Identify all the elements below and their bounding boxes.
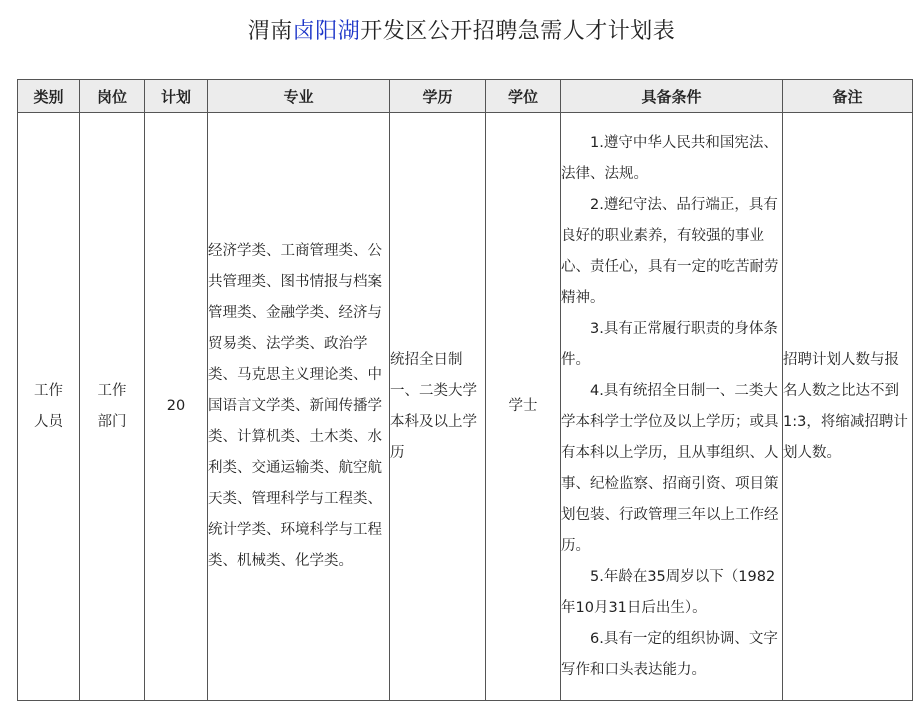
degree-cell: 学士: [486, 113, 561, 701]
post-cell: [80, 113, 145, 701]
header-education: 学历: [390, 80, 486, 113]
header-degree: 学位: [486, 80, 561, 113]
header-major: 专业: [208, 80, 390, 113]
post-line: 部门: [97, 413, 127, 430]
header-category: 类别: [18, 80, 80, 113]
header-row: [18, 80, 913, 113]
education-cell: 统招全日制一、二类大学本科及以上学历: [390, 113, 486, 701]
title-suffix: 开发区公开招聘急需人才计划表: [360, 19, 676, 44]
requirement-item: 2.遵纪守法、品行端正，具有良好的职业素养，有较强的事业心、责任心，具有一定的吃苦耐劳精神。: [561, 196, 779, 306]
requirements-cell: [561, 113, 783, 701]
requirement-item: 4.具有统招全日制一、二类大学本科学士学位及以上学历；或具有本科以上学历，且从事组织、人事、纪检监察、招商引资、项目策划包装、行政管理三年以上工作经历。: [561, 382, 779, 554]
category-line: 工作: [34, 382, 63, 399]
category-cell: [18, 113, 80, 701]
requirement-item: 3.具有正常履行职责的身体条件。: [561, 320, 778, 368]
plan-cell: 20: [145, 113, 208, 701]
major-cell: 经济学类、工商管理类、公共管理类、图书情报与档案管理类、金融学类、经济与贸易类、法学类、政治学类、马克思主义理论类、中国语言文学类、新闻传播学类、计算机类、土木类、水利类、交通运输类、航空航天类、管理科学与工程类、统计学类、环境科学与工程类、机械类、化学类。: [208, 113, 390, 701]
table-row: [18, 113, 913, 701]
title-highlight: 卤阳湖: [292, 19, 361, 44]
header-plan: 计划: [145, 80, 208, 113]
requirement-item: 5.年龄在35周岁以下（1982年10月31日后出生）。: [561, 568, 776, 616]
header-remark: 备注: [783, 80, 913, 113]
title-prefix: 渭南: [247, 19, 293, 44]
page-title: [0, 14, 923, 45]
recruitment-plan-table: [17, 79, 913, 701]
remark-cell: 招聘计划人数与报名人数之比达不到1:3，将缩减招聘计划人数。: [783, 113, 913, 701]
post-line: 工作: [97, 382, 127, 399]
header-requirements: 具备条件: [561, 80, 783, 113]
requirement-item: 6.具有一定的组织协调、文字写作和口头表达能力。: [561, 630, 778, 678]
header-post: 岗位: [80, 80, 145, 113]
requirement-item: 1.遵守中华人民共和国宪法、法律、法规。: [561, 134, 778, 182]
category-line: 人员: [34, 413, 63, 430]
